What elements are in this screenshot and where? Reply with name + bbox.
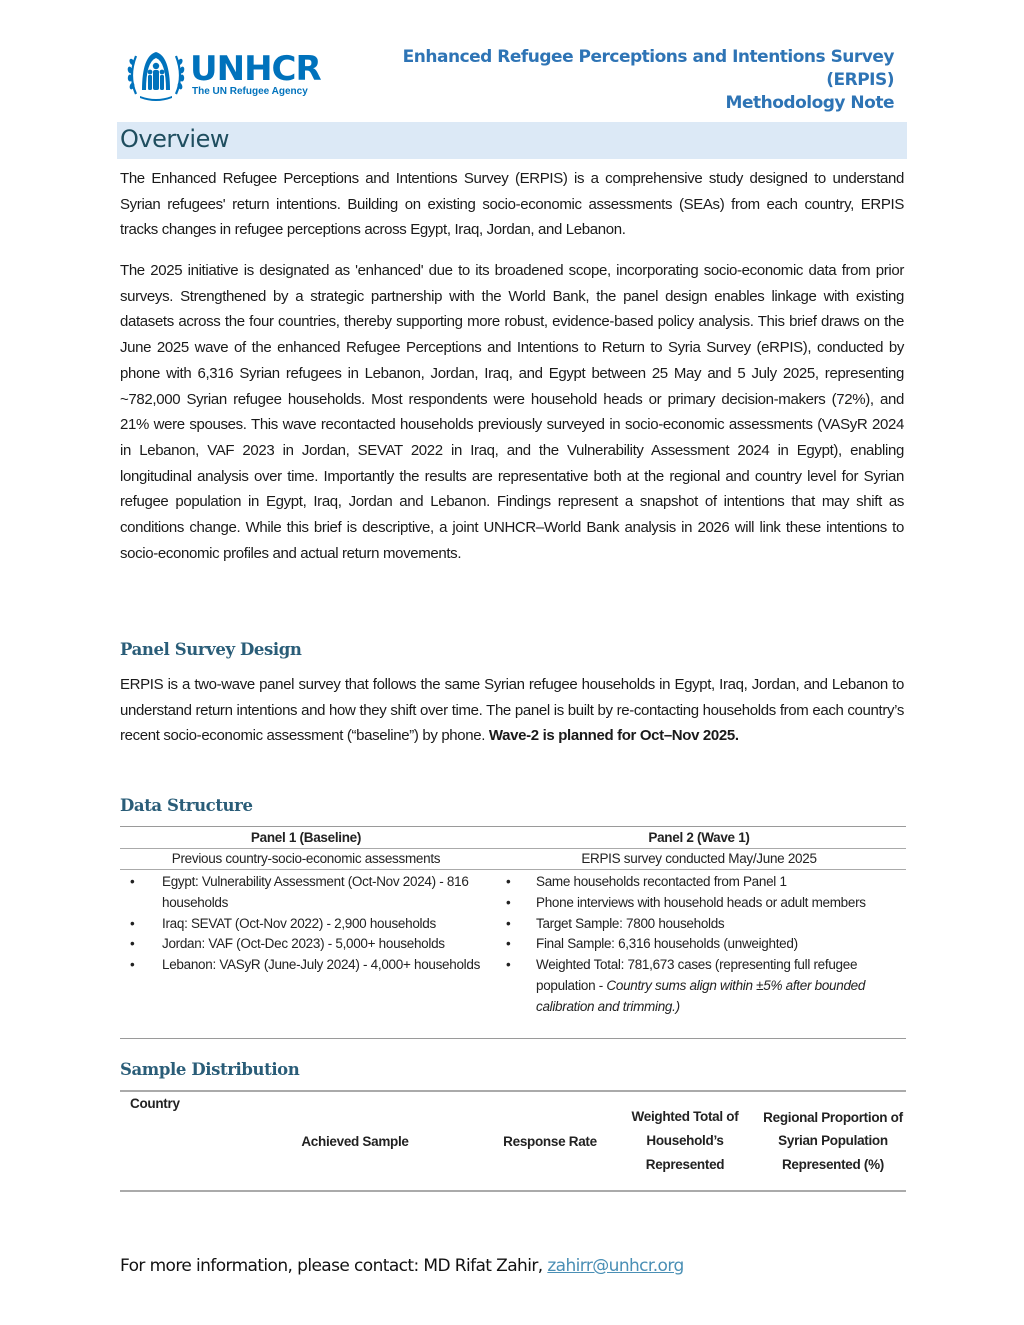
list-item <box>492 934 906 955</box>
panel1-cell <box>120 870 492 1039</box>
sample-distribution-header-row <box>120 1091 906 1191</box>
document-title-line: Methodology Note <box>725 93 894 113</box>
bullet-icon: • <box>506 936 511 952</box>
list-item <box>492 914 906 935</box>
column-header-weighted-total: Weighted Total of Household’s Represented <box>610 1091 760 1191</box>
list-item <box>492 955 906 1017</box>
bullet-icon: • <box>130 936 135 952</box>
overview-paragraph-1: The Enhanced Refugee Perceptions and Intentions Survey (ERPIS) is a comprehensive study designed to understand Syrian refugees' return intentions. Building on existing socio-economic assessments (SEAs) from each country, ERPIS tracks changes in refugee perceptions across Egypt, Iraq, Jordan, and Lebanon. <box>120 170 904 239</box>
bullet-icon: • <box>130 957 135 973</box>
panel2-list <box>492 872 906 1018</box>
panel1-header: Panel 1 (Baseline) <box>120 827 492 849</box>
panel-survey-design-text: ERPIS is a two-wave panel survey that follows the same Syrian refugee households in Egypt, Iraq, Jordan, and Lebanon to understand return intentions and how they shift over time. The panel is built by re-contacting households from each country’s recent socio-economic assessment (“baseline”) by phone. <box>120 676 904 745</box>
panel1-subheader: Previous country-socio-economic assessments <box>120 849 492 870</box>
overview-paragraph-2: The 2025 initiative is designated as 'enhanced' due to its broadened scope, incorporating socio-economic data from prior surveys. Strengthened by a strategic partnership with the World Bank, the panel design enables linkage with existing datasets across the four countries, thereby supporting more robust, evidence-based policy analysis. This brief draws on the June 2025 wave of the enhanced Refugee Perceptions and Intentions to Return to Syria Survey (eRPIS), conducted by phone with 6,316 Syrian refugees in Lebanon, Jordan, Iraq, and Egypt between 25 May and 5 July 2025, representing ~782,000 Syrian refugee households. Most respondents were household heads or primary decision-makers (72%), and 21% were spouses. This wave recontacted households previously surveyed in socio-economic assessments (VASyR 2024 in Lebanon, VAF 2023 in Jordan, SEVAT 2022 in Iraq, and the Vulnerability Assessment 2024 in Egypt), enabling longitudinal analysis over time. Importantly the results are representative both at the regional and country level for Syrian refugee population in Egypt, Iraq, Jordan and Lebanon. Findings represent a snapshot of intentions that may shift as conditions change. While this brief is descriptive, a joint UNHCR–World Bank analysis in 2026 will link these intentions to socio-economic profiles and actual return movements. <box>120 262 904 562</box>
list-item-text: Egypt: Vulnerability Assessment (Oct-Nov 2024) - 816 households <box>162 874 469 910</box>
list-item <box>120 872 492 914</box>
list-item <box>120 934 492 955</box>
data-structure-header-row <box>120 827 906 849</box>
bullet-icon: • <box>506 957 511 973</box>
data-structure-table <box>120 826 906 1039</box>
column-header-response-rate: Response Rate <box>490 1091 610 1191</box>
panel1-list <box>120 872 492 976</box>
list-item-text: Jordan: VAF (Oct-Dec 2023) - 5,000+ households <box>162 936 445 952</box>
logo-wordmark: UNHCR <box>190 48 321 89</box>
bullet-icon: • <box>506 915 511 931</box>
panel-survey-design-paragraph <box>120 672 904 749</box>
page-header <box>120 40 906 120</box>
bullet-icon: • <box>506 874 511 889</box>
unhcr-emblem-icon <box>126 46 186 102</box>
list-item-text: Iraq: SEVAT (Oct-Nov 2022) - 2,900 households <box>162 915 436 931</box>
column-header-achieved-sample: Achieved Sample <box>220 1091 490 1191</box>
panel2-subheader: ERPIS survey conducted May/June 2025 <box>492 849 906 870</box>
sample-distribution-heading: Sample Distribution <box>120 1060 300 1079</box>
bullet-icon: • <box>130 915 135 931</box>
contact-line <box>120 1256 684 1276</box>
document-title <box>403 46 894 115</box>
panel2-header: Panel 2 (Wave 1) <box>492 827 906 849</box>
overview-heading: Overview <box>120 125 229 153</box>
overview-heading-band <box>117 122 907 159</box>
list-item-text: Weighted Total: 781,673 cases (representing full refugee population - <box>536 957 858 993</box>
list-item-text: Lebanon: VASyR (June-July 2024) - 4,000+ households <box>162 957 481 973</box>
document-title-line: Enhanced Refugee Perceptions and Intentions Survey <box>402 47 894 67</box>
document-title-line: (ERPIS) <box>826 70 894 90</box>
data-structure-body-row <box>120 870 906 1039</box>
list-item <box>120 955 492 976</box>
list-item-text: Target Sample: 7800 households <box>536 915 725 931</box>
sample-distribution-table <box>120 1090 906 1192</box>
list-item <box>120 914 492 935</box>
list-item <box>492 872 906 893</box>
panel-survey-design-heading: Panel Survey Design <box>120 640 302 659</box>
panel2-cell <box>492 870 906 1039</box>
contact-email-link[interactable]: zahirr@unhcr.org <box>547 1256 684 1276</box>
list-item-text: Same households recontacted from Panel 1 <box>536 874 787 889</box>
calibration-note: Country sums align within ±5% after bounded calibration and trimming.) <box>536 977 866 1014</box>
column-header-regional-proportion: Regional Proportion of Syrian Population Represented (%) <box>760 1091 906 1191</box>
list-item-text: Final Sample: 6,316 households (unweighted) <box>536 936 798 952</box>
list-item-text: Phone interviews with household heads or adult members <box>536 894 866 910</box>
data-structure-subheader-row <box>120 849 906 870</box>
logo-tagline: The UN Refugee Agency <box>192 85 308 97</box>
wave2-note: Wave-2 is planned for Oct–Nov 2025. <box>488 727 739 745</box>
bullet-icon: • <box>130 874 135 889</box>
column-header-country: Country <box>120 1091 220 1191</box>
bullet-icon: • <box>506 894 511 910</box>
list-item <box>492 893 906 914</box>
contact-text: For more information, please contact: MD Rifat Zahir, <box>120 1256 548 1276</box>
data-structure-heading: Data Structure <box>120 796 253 815</box>
unhcr-logo <box>126 44 341 104</box>
